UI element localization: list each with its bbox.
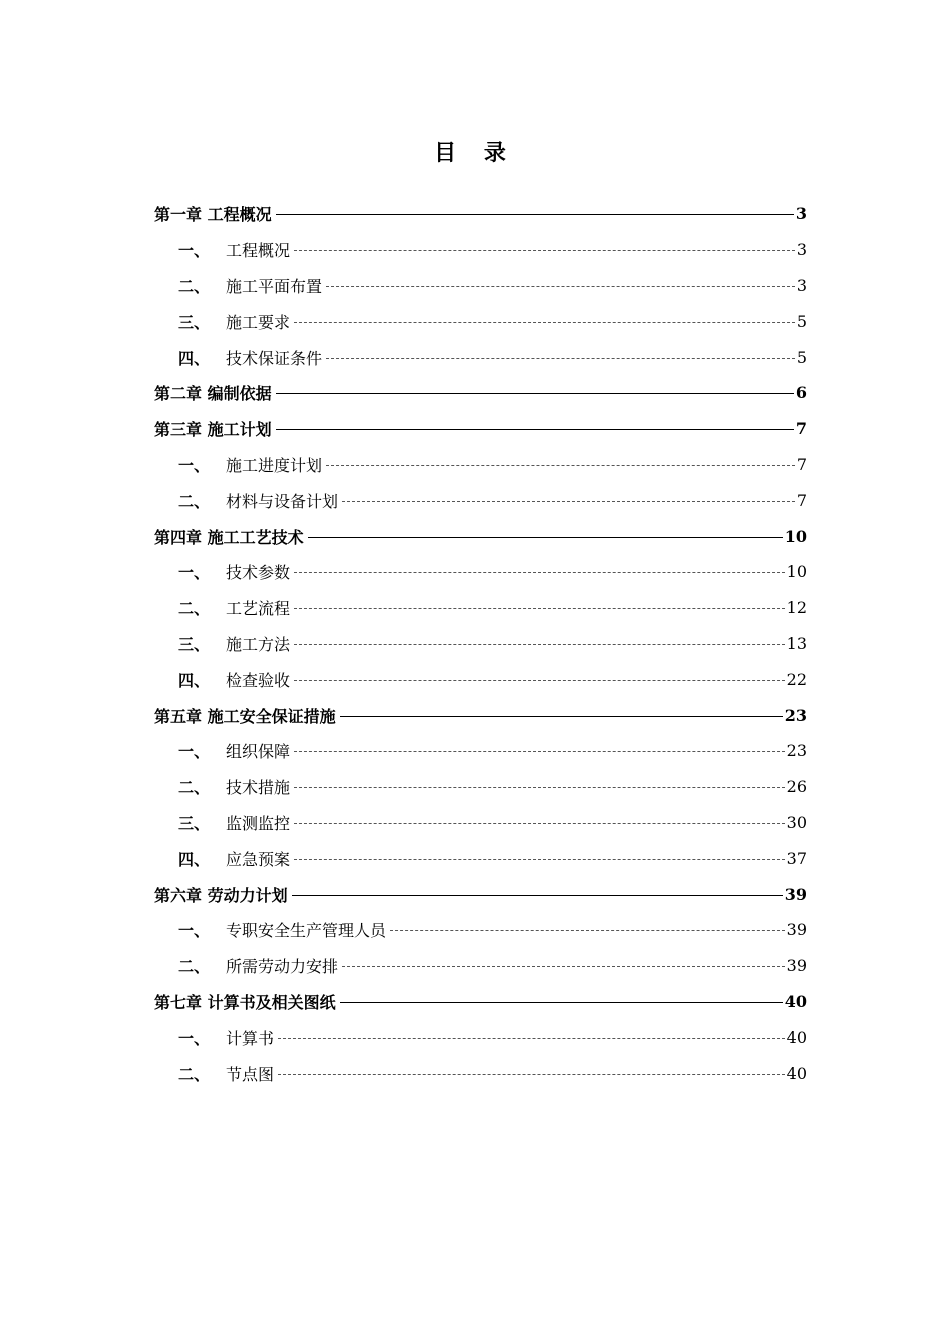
toc-page-number: 3 — [795, 204, 807, 224]
toc-leader-line — [340, 1002, 783, 1003]
toc-page-number: 39 — [786, 956, 807, 976]
toc-chapter-entry[interactable] — [144, 196, 807, 232]
toc-page-number: 12 — [786, 598, 807, 618]
toc-leader-line — [292, 895, 783, 896]
toc-page-number: 7 — [796, 490, 807, 510]
toc-chapter-entry[interactable] — [144, 518, 807, 554]
toc-section-entry[interactable] — [144, 661, 807, 697]
toc-entry-number: 一、 — [178, 455, 211, 475]
toc-page-number: 13 — [786, 633, 807, 653]
toc-page-number: 23 — [784, 705, 807, 725]
toc-leader-line — [340, 716, 783, 717]
toc-page-number: 3 — [796, 240, 807, 260]
toc-leader-line — [276, 429, 794, 430]
toc-leader-line — [294, 250, 795, 251]
toc-leader-line — [294, 572, 785, 573]
toc-leader-line — [278, 1074, 785, 1075]
toc-page-number: 7 — [795, 419, 807, 439]
toc-entry-label: 技术参数 — [226, 563, 291, 583]
toc-entry-label: 技术保证条件 — [226, 348, 323, 368]
table-of-contents — [144, 196, 807, 1091]
toc-entry-number: 一、 — [178, 921, 211, 941]
toc-entry-number: 二、 — [178, 491, 211, 511]
toc-entry-label: 检查验收 — [226, 670, 291, 690]
toc-page-number: 5 — [796, 311, 807, 331]
toc-leader-line — [294, 751, 785, 752]
toc-section-entry[interactable] — [144, 733, 807, 769]
toc-section-entry[interactable] — [144, 232, 807, 268]
toc-leader-line — [294, 322, 795, 323]
toc-entry-number: 三、 — [178, 813, 211, 833]
toc-section-entry[interactable] — [144, 912, 807, 948]
toc-page-number: 5 — [796, 347, 807, 367]
toc-entry-label: 节点图 — [226, 1064, 275, 1084]
toc-entry-number: 一、 — [178, 1028, 211, 1048]
toc-chapter-entry[interactable] — [144, 697, 807, 733]
toc-entry-label: 第六章 劳动力计划 — [154, 885, 288, 905]
toc-entry-number: 二、 — [178, 778, 211, 798]
toc-entry-number: 四、 — [178, 849, 211, 869]
toc-leader-line — [294, 787, 785, 788]
toc-page-number: 39 — [784, 884, 807, 904]
toc-entry-label: 第三章 施工计划 — [154, 420, 272, 440]
toc-leader-line — [276, 214, 794, 215]
toc-entry-label: 应急预案 — [226, 849, 291, 869]
toc-page-number: 40 — [786, 1063, 807, 1083]
toc-section-entry[interactable] — [144, 840, 807, 876]
toc-chapter-entry[interactable] — [144, 984, 807, 1020]
toc-entry-number: 二、 — [178, 1064, 211, 1084]
toc-leader-line — [294, 823, 785, 824]
toc-chapter-entry[interactable] — [144, 876, 807, 912]
toc-entry-label: 专职安全生产管理人员 — [226, 921, 387, 941]
toc-leader-line — [276, 393, 794, 394]
toc-leader-line — [342, 501, 795, 502]
toc-entry-label: 第二章 编制依据 — [154, 384, 272, 404]
toc-entry-number: 三、 — [178, 634, 211, 654]
toc-page-number: 22 — [786, 669, 807, 689]
toc-page-number: 39 — [786, 920, 807, 940]
toc-section-entry[interactable] — [144, 590, 807, 626]
toc-leader-line — [326, 465, 795, 466]
toc-leader-line — [342, 966, 785, 967]
toc-entry-label: 第七章 计算书及相关图纸 — [154, 992, 336, 1012]
toc-page-number: 26 — [786, 777, 807, 797]
toc-section-entry[interactable] — [144, 1055, 807, 1091]
toc-entry-label: 第一章 工程概况 — [154, 205, 272, 225]
toc-page-number: 30 — [786, 812, 807, 832]
toc-section-entry[interactable] — [144, 554, 807, 590]
toc-entry-label: 组织保障 — [226, 742, 291, 762]
toc-entry-number: 一、 — [178, 563, 211, 583]
toc-entry-number: 三、 — [178, 312, 211, 332]
toc-entry-number: 四、 — [178, 670, 211, 690]
toc-chapter-entry[interactable] — [144, 411, 807, 447]
toc-leader-line — [308, 537, 783, 538]
toc-entry-label: 技术措施 — [226, 778, 291, 798]
toc-section-entry[interactable] — [144, 268, 807, 304]
toc-section-entry[interactable] — [144, 626, 807, 662]
toc-entry-label: 第四章 施工工艺技术 — [154, 527, 304, 547]
toc-leader-line — [294, 859, 785, 860]
toc-page-number: 10 — [784, 526, 807, 546]
toc-page-number: 6 — [795, 383, 807, 403]
toc-entry-number: 二、 — [178, 957, 211, 977]
toc-entry-label: 施工要求 — [226, 312, 291, 332]
toc-entry-label: 施工进度计划 — [226, 455, 323, 475]
toc-page-number: 10 — [786, 562, 807, 582]
toc-page-number: 37 — [786, 848, 807, 868]
toc-section-entry[interactable] — [144, 339, 807, 375]
toc-entry-label: 施工方法 — [226, 634, 291, 654]
toc-section-entry[interactable] — [144, 805, 807, 841]
toc-entry-number: 二、 — [178, 599, 211, 619]
toc-section-entry[interactable] — [144, 1019, 807, 1055]
toc-leader-line — [326, 286, 795, 287]
toc-leader-line — [278, 1038, 785, 1039]
toc-section-entry[interactable] — [144, 948, 807, 984]
toc-chapter-entry[interactable] — [144, 375, 807, 411]
toc-entry-number: 四、 — [178, 348, 211, 368]
toc-entry-label: 施工平面布置 — [226, 276, 323, 296]
toc-section-entry[interactable] — [144, 769, 807, 805]
toc-entry-label: 材料与设备计划 — [226, 491, 339, 511]
toc-leader-line — [294, 680, 785, 681]
toc-section-entry[interactable] — [144, 447, 807, 483]
toc-entry-label: 第五章 施工安全保证措施 — [154, 706, 336, 726]
toc-entry-label: 工艺流程 — [226, 599, 291, 619]
toc-entry-number: 二、 — [178, 276, 211, 296]
toc-page-number: 23 — [786, 741, 807, 761]
toc-entry-label: 工程概况 — [226, 241, 291, 261]
toc-entry-label: 计算书 — [226, 1028, 275, 1048]
toc-page-number: 40 — [786, 1027, 807, 1047]
toc-page-number: 7 — [796, 454, 807, 474]
toc-leader-line — [390, 930, 785, 931]
toc-entry-label: 监测监控 — [226, 813, 291, 833]
toc-entry-label: 所需劳动力安排 — [226, 957, 339, 977]
toc-leader-line — [294, 608, 785, 609]
toc-entry-number: 一、 — [178, 241, 211, 261]
toc-leader-line — [326, 358, 795, 359]
toc-page-number: 3 — [796, 275, 807, 295]
toc-section-entry[interactable] — [144, 482, 807, 518]
page-title: 目 录 — [434, 140, 516, 166]
toc-page-number: 40 — [784, 991, 807, 1011]
toc-leader-line — [294, 644, 785, 645]
toc-section-entry[interactable] — [144, 303, 807, 339]
toc-entry-number: 一、 — [178, 742, 211, 762]
